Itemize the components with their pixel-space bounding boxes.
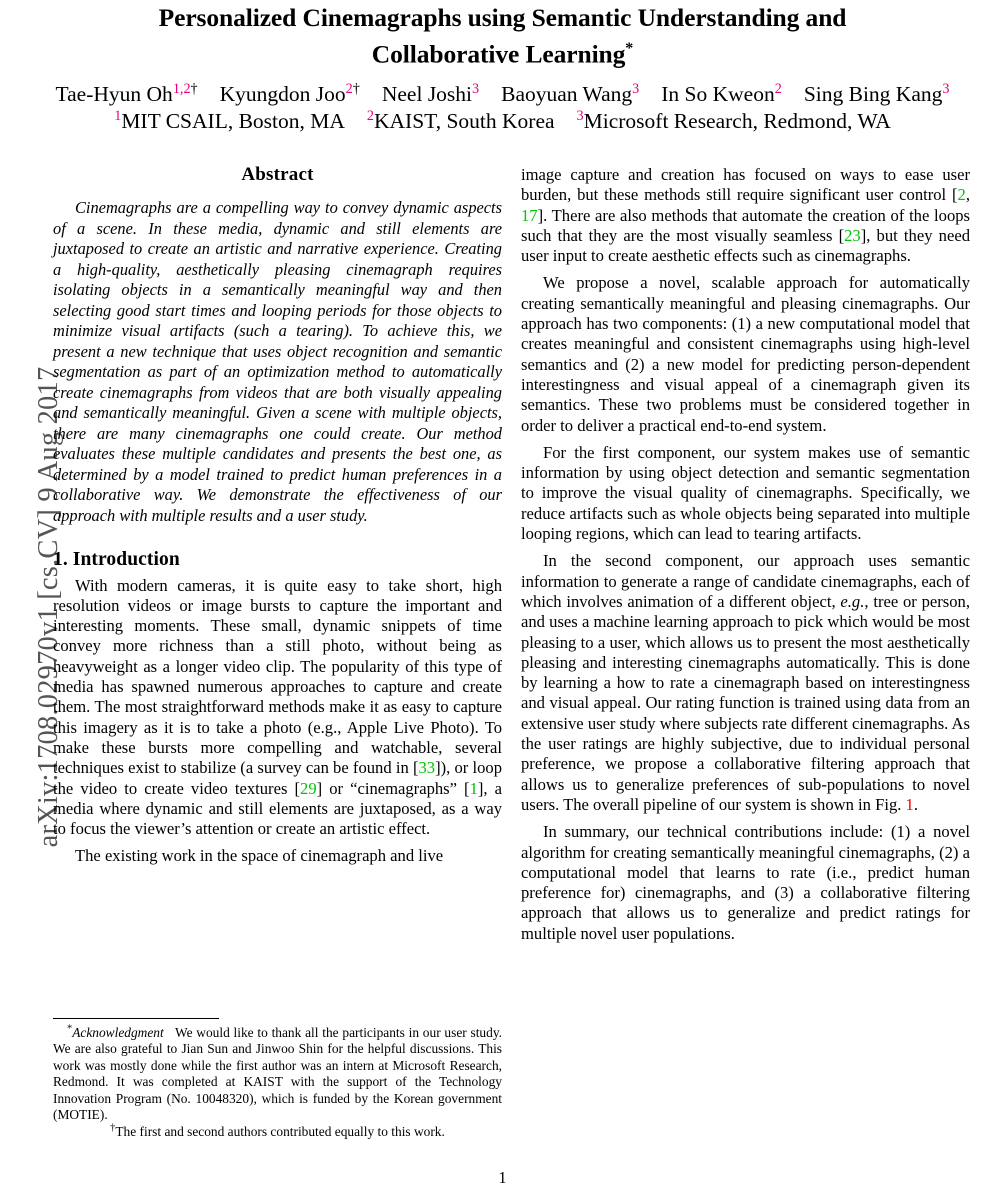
author-name: Baoyuan Wang: [501, 82, 633, 106]
affiliation-sup: 2: [366, 107, 374, 124]
footnote-dagger: [53, 1124, 502, 1140]
author-entry: [661, 81, 782, 107]
right-p4-end: .: [913, 794, 918, 814]
author-affiliation-sup: 3: [632, 80, 640, 97]
author-name: Sing Bing Kang: [803, 82, 943, 106]
footnote-separator-rule: [53, 1018, 219, 1019]
author-affiliation-sup: 3: [472, 80, 480, 97]
author-affiliation-sup: 2: [774, 80, 782, 97]
affiliation-text: Microsoft Research, Redmond, WA: [583, 109, 891, 133]
intro-paragraph-2: The existing work in the space of cinemagraph and live: [75, 846, 444, 866]
author-dagger: †: [352, 80, 360, 97]
abstract-body: Cinemagraphs are a compelling way to convey dynamic aspects of a scene. In these media, dynamic and still elements are juxtaposed to create an artistic and narrative experience. Creating a high-quality, aesthetically pleasing cinemagraph requires isolating objects in a semantically meaningful way and then selecting good start times and looping periods for those objects to minimize visual artifacts (such a tearing). To achieve this, we present a new technique that uses object recognition and semantic segmentation as part of an optimization method to automatically create cinemagraphs from videos that are both visually appealing and semantically meaningful. Given a scene with multiple objects, there are many cinemagraphs one could create. Our method evaluates these multiple candidates and presents the best one, as determined by a model trained to predict human preferences in a collaborative way. We demonstrate the effectiveness of our approach with multiple results and a user study.: [53, 198, 502, 525]
right-paragraph-1: [521, 165, 970, 266]
author-entry: [804, 81, 950, 107]
footnote-star-mark: *: [67, 1023, 73, 1035]
author-name: Tae-Hyun Oh: [55, 82, 173, 106]
author-dagger: †: [190, 80, 198, 97]
footnote-dagger-text: The first and second authors contributed equally to this work.: [115, 1124, 445, 1140]
affiliation-text: MIT CSAIL, Boston, MA: [121, 109, 345, 133]
right-p4-eg: e.g.: [840, 591, 865, 611]
author-entry: [382, 81, 479, 107]
left-column: [53, 165, 502, 867]
affiliation-sup: 3: [576, 107, 584, 124]
author-name: Kyungdon Joo: [219, 82, 346, 106]
title-footnote-mark: *: [625, 40, 634, 57]
right-column: [521, 165, 970, 944]
author-entry: [220, 81, 360, 107]
author-affiliation-sup: 1,2: [172, 80, 191, 97]
intro-p1-text-c: ] or “cinemagraphs” [: [316, 778, 470, 798]
citation-33[interactable]: 33: [418, 758, 436, 778]
footnote-dagger-mark: †: [110, 1122, 116, 1134]
author-name: In So Kweon: [661, 82, 775, 106]
author-line: [40, 81, 965, 107]
right-p1-text-b: ]. There are also methods that automate the creation of the loops such that they are the most visually seamless [: [521, 205, 970, 245]
affiliation-text: KAIST, South Korea: [374, 109, 555, 133]
page-title: [55, 2, 950, 70]
abstract-heading: Abstract: [241, 164, 314, 185]
title-line-2: Collaborative Learning: [371, 39, 626, 69]
citation-1[interactable]: 1: [469, 778, 478, 798]
title-block: [55, 2, 950, 70]
intro-p1-text-d: ], a media where dynamic and still elements are juxtaposed, as a way to focus the viewer’s attention or create an artistic effect.: [53, 778, 503, 839]
right-p1-text-a: image capture and creation has focused on ways to ease user burden, but these methods still require significant user control [: [521, 165, 970, 205]
citation-23[interactable]: 23: [844, 225, 861, 245]
intro-p1-text-b: ]), or loop the video to create video textures [: [53, 758, 503, 798]
right-p4-text-b: , tree or person, and uses a machine learning approach to pick which would be most pleasing to a user, which allows us to present the most aesthetically pleasing and interesting cinemagraphs automatically. This is done by learning a how to rate a cinemagraph based on interestingness and visual appeal. Our rating function is trained using data from an extensive user study where subjects rate different cinemagraphs. As the user ratings are highly subjective, due to individual personal preference, we propose a collaborative filtering approach that allows us to generalize preferences of sub-populations to novel users. The overall pipeline of our system is shown in Fig.: [521, 591, 971, 814]
citation-17[interactable]: 17: [521, 205, 538, 225]
right-paragraph-4: [521, 551, 970, 815]
footnote-acknowledgment: [53, 1025, 502, 1123]
arxiv-stamp: arXiv:1708.02970v1 [cs.CV] 9 Aug 2017: [33, 366, 64, 848]
author-entry: [501, 81, 639, 107]
affiliation-entry: [577, 108, 891, 134]
footnote-block: [53, 1025, 502, 1141]
right-paragraph-2: We propose a novel, scalable approach for automatically creating semantically meaningful and pleasing cinemagraphs. Our approach has two components: (1) a new computational model that creates meaningful and consistent cinemagraphs using high-level semantics and (2) a new model for predicting person-dependent interestingness and visual appeal of a cinemagraph given its semantics. These two problems must be considered together in order to deliver a practical end-to-end system.: [521, 273, 970, 435]
right-p1-sep: ,: [965, 185, 970, 205]
affiliation-entry: [114, 108, 345, 134]
figure-reference-1[interactable]: 1: [905, 794, 914, 814]
intro-p1-text-a: With modern cameras, it is quite easy to take short, high resolution videos or image bursts to capture the important and interesting moments. These small, dynamic snippets of time convey more richness than a still photo, without being as heavyweight as a longer video clip. The popularity of this type of media has spawned numerous approaches to capture and create them. The most straightforward methods make it as easy to capture this imagery as it is to take a photo (e.g., Apple Live Photo). To make these bursts more compelling and watchable, several techniques exist to stabilize (a survey can be found in [: [53, 575, 502, 778]
authors-block: [40, 81, 965, 134]
affiliation-line: [40, 108, 965, 134]
right-p1-text-c: ], but they need user input to create aesthetic effects such as cinemagraphs.: [521, 225, 970, 266]
affiliation-entry: [367, 108, 555, 134]
author-entry: [56, 81, 198, 107]
author-affiliation-sup: 3: [942, 80, 950, 97]
page-number: 1: [498, 1168, 507, 1187]
author-affiliation-sup: 2: [345, 80, 353, 97]
affiliation-sup: 1: [114, 107, 122, 124]
footnote-ack-label: Acknowledgment: [72, 1025, 164, 1040]
footnote-ack-text: We would like to thank all the participants in our user study. We are also grateful to Jian Sun and Jinwoo Shin for the helpful discussions. This work was mostly done while the first author was an intern at Microsoft Research, Redmond. It was completed at KAIST with the support of the Technology Innovation Program (No. 10048320), which is funded by the Korean government (MOTIE).: [53, 1025, 502, 1123]
title-line-1: Personalized Cinemagraphs using Semantic Understanding and: [158, 3, 847, 32]
section-heading-introduction: 1. Introduction: [53, 549, 180, 571]
right-paragraph-5: In summary, our technical contributions include: (1) a novel algorithm for creating semantically meaningful cinemagraphs, (2) a computational model that learns to rate (i.e., predict human preference for) cinemagraphs, and (3) a collaborative filtering approach that allows us to generalize and predict ratings for multiple novel user populations.: [521, 822, 970, 943]
right-p4-text-a: In the second component, our approach uses semantic information to generate a range of candidate cinemagraphs, each of which involves animation of a different object,: [521, 551, 970, 611]
citation-2[interactable]: 2: [957, 185, 966, 205]
author-name: Neel Joshi: [381, 82, 473, 106]
citation-29[interactable]: 29: [300, 778, 317, 798]
right-paragraph-3: For the first component, our system makes use of semantic information by using object detection and semantic segmentation to improve the visual quality of cinemagraphs. Specifically, we reduce artifacts such as whole objects being separated into multiple looping regions, which can lead to tearing artifacts.: [521, 442, 970, 544]
intro-paragraph-1: [53, 576, 502, 840]
